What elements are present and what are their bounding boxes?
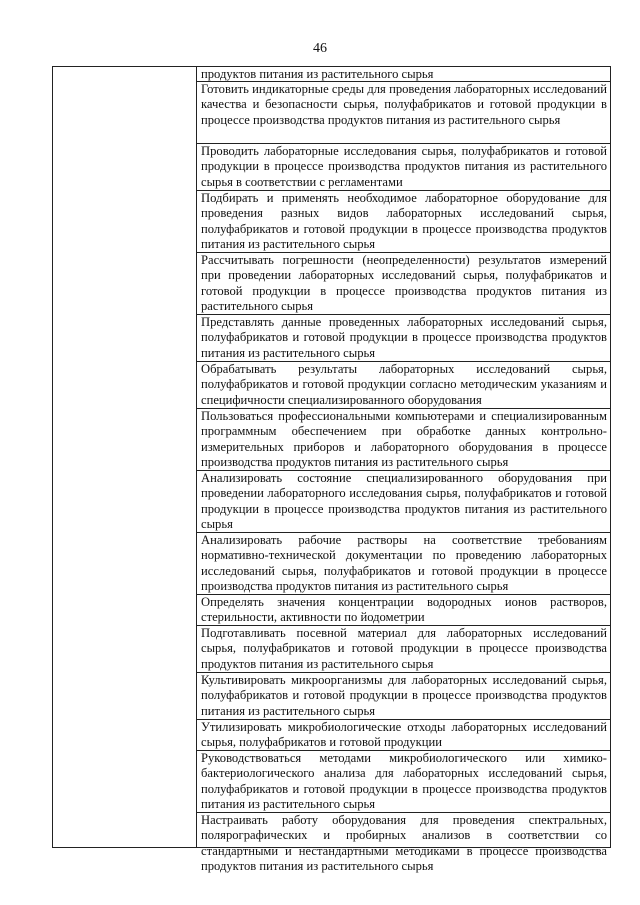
table-row: Обрабатывать результаты лабораторных исследований сырья, полуфабрикатов и готовой продукции согласно методическим указаниям и специфичности специализированного оборудования — [197, 362, 610, 409]
table-row: Руководствоваться методами микробиологического или химико-бактериологического анализа для лабораторных исследований сырья, полуфабрикатов и готовой продукции в процессе производства продуктов питания из растительного сырья — [197, 751, 610, 813]
table-row: Подготавливать посевной материал для лабораторных исследований сырья, полуфабрикатов и готовой продукции в процессе производства продуктов питания из растительного сырья — [197, 626, 610, 673]
skills-table — [52, 66, 611, 874]
table-row: Определять значения концентрации водородных ионов растворов, стерильности, активности по йодометрии — [197, 595, 610, 626]
table-row: Рассчитывать погрешности (неопределенности) результатов измерений при проведении лабораторных исследований сырья, полуфабрикатов и готовой продукции в процессе производства продуктов питания из растительного сырья — [197, 253, 610, 315]
table-row: продуктов питания из растительного сырья — [197, 67, 610, 82]
right-column — [197, 67, 610, 874]
table-row: Подбирать и применять необходимое лабораторное оборудование для проведения разных видов лабораторных исследований сырья, полуфабрикатов и готовой продукции в процессе производства продуктов питания из растительного сырья — [197, 191, 610, 253]
table-row: Культивировать микроорганизмы для лабораторных исследований сырья, полуфабрикатов и готовой продукции в процессе производства продуктов питания из растительного сырья — [197, 673, 610, 720]
table-row: Проводить лабораторные исследования сырья, полуфабрикатов и готовой продукции в процессе производства продуктов питания из растительного сырья в соответствии с регламентами — [197, 144, 610, 191]
table-row: Анализировать состояние специализированного оборудования при проведении лабораторного исследования сырья, полуфабрикатов и готовой продукции в процессе производства продуктов питания из растительного сырья — [197, 471, 610, 533]
page-number: 46 — [313, 41, 327, 56]
table-row: Представлять данные проведенных лабораторных исследований сырья, полуфабрикатов и готовой продукции в процессе производства продуктов питания из растительного сырья — [197, 315, 610, 362]
table-row: Готовить индикаторные среды для проведения лабораторных исследований качества и безопасности сырья, полуфабрикатов и готовой продукции в процессе производства продуктов питания из растительного сырья — [197, 82, 610, 144]
table-row: Утилизировать микробиологические отходы лабораторных исследований сырья, полуфабрикатов и готовой продукции — [197, 720, 610, 751]
table-row: Настраивать работу оборудования для проведения спектральных, полярографических и пробирных анализов в соответствии со стандартными и нестандартными методиками в процессе производства продуктов питания из растительного сырья — [201, 813, 607, 874]
table-row: Пользоваться профессиональными компьютерами и специализированным программным обеспечением при обработке данных контрольно-измерительных приборов и лабораторного оборудования в процессе производства продуктов питания из растительного сырья — [197, 409, 610, 471]
left-column-cell — [53, 67, 197, 847]
table-row: Анализировать рабочие растворы на соответствие требованиям нормативно-технической документации по проведению лабораторных исследований сырья, полуфабрикатов и готовой продукции в процессе производства продуктов питания из растительного сырья — [197, 533, 610, 595]
